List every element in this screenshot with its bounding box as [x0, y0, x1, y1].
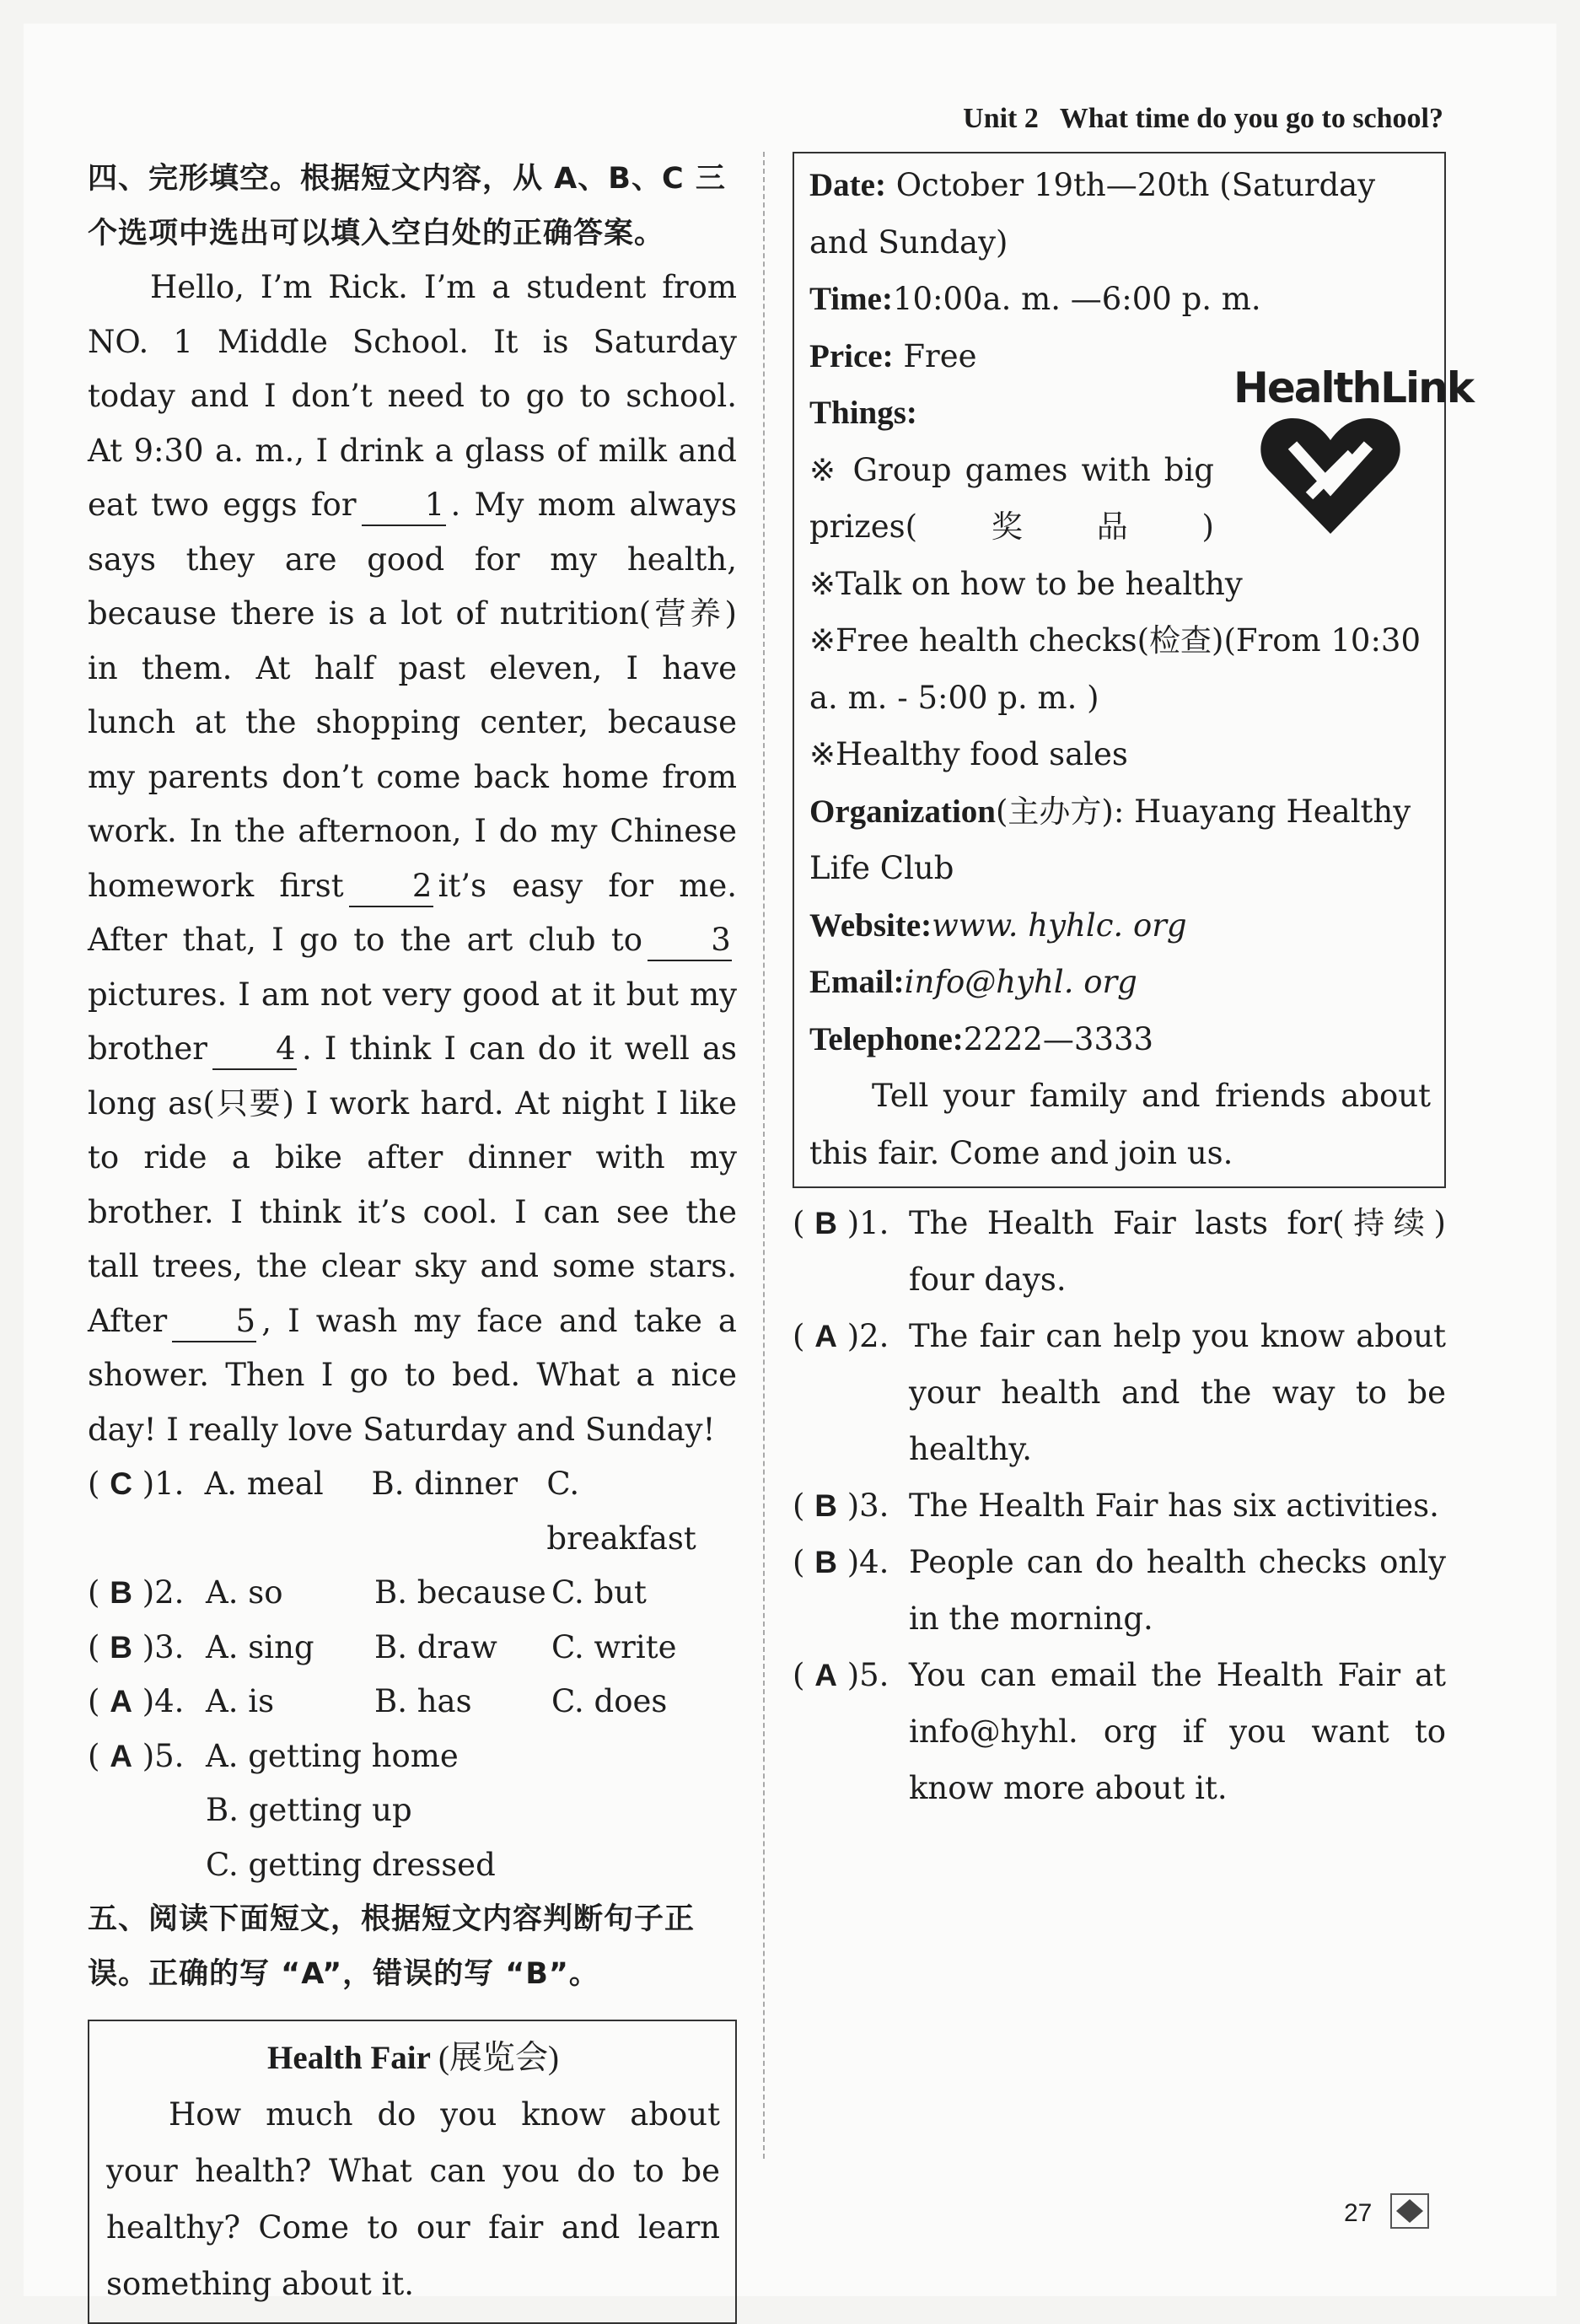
fair-things-label: Things:: [809, 395, 917, 431]
option-c: C. getting dressed: [206, 1846, 496, 1883]
question-text: The fair can help you know about your health and the way to be healthy.: [909, 1318, 1446, 1467]
passage-text: pictures. I am not very good at it but my brother: [88, 976, 737, 1067]
fair-price: Price: Free: [809, 337, 977, 374]
answer-slot: ( A )5.: [88, 1737, 185, 1774]
option-a: A. meal: [204, 1466, 324, 1502]
fair-closing: Tell your family and friends about this fair. Come and join us.: [809, 1078, 1431, 1171]
left-column: [88, 152, 737, 2324]
fair-info-box: [793, 152, 1473, 1188]
running-header: [938, 103, 1443, 135]
option-c: C. breakfast: [546, 1466, 696, 1557]
option-row: [88, 1675, 737, 1730]
question-text: You can email the Health Fair at info@hyhl. org if you want to know more about it.: [909, 1657, 1446, 1806]
blank-2: 2: [349, 867, 433, 907]
option-row-5: [88, 1730, 737, 1893]
question-text: The Health Fair has six activities.: [909, 1487, 1439, 1524]
answer-slot: ( B )3.: [88, 1628, 185, 1665]
option-a: A. so: [206, 1574, 283, 1611]
option-c: C. but: [551, 1574, 647, 1611]
thing-item-1: ※ Group games with big prizes(奖品): [809, 451, 1214, 545]
thing-item-3: ※Free health checks(检查)(From 10:30 a. m. - 5:00 p. m. ): [809, 622, 1421, 716]
passage-text: it’s easy for me. After that, I go to the art club to: [88, 867, 738, 958]
unit-title: What time do you go to school?: [1059, 103, 1443, 134]
answer-slot: ( A )2.: [793, 1318, 889, 1354]
blank-3: 3: [648, 921, 732, 961]
right-column: [793, 152, 1473, 1816]
question-row: [793, 1647, 1446, 1816]
option-a: A. sing: [206, 1628, 314, 1665]
fair-date: Date: October 19th—20th (Saturday and Sunday): [809, 167, 1376, 261]
answer-slot: ( B )1.: [793, 1205, 889, 1241]
diamond-icon: [1389, 2192, 1430, 2230]
thing-item-2: ※Talk on how to be healthy: [809, 565, 1243, 602]
true-false-questions: [793, 1195, 1446, 1816]
answer-slot: ( B )4.: [793, 1544, 889, 1580]
answer-slot: ( C )1.: [88, 1466, 185, 1502]
answer-slot: ( A )4.: [88, 1683, 185, 1719]
answer-slot: ( A )5.: [793, 1657, 889, 1693]
heart-icon: [1259, 412, 1402, 538]
health-fair-intro: How much do you know about your health? What can you do to be healthy? Come to our fair and learn something about it.: [106, 2096, 720, 2302]
passage-text: . I think I can do it well as long as(只要) I work hard. At night I like to ride a bike after dinner with my brother. I think it’s cool. I can see the tall trees, the clear sky and some stars. After: [88, 1030, 737, 1339]
option-c: C. does: [551, 1683, 668, 1719]
fair-time: Time:10:00a. m. —6:00 p. m.: [809, 281, 1261, 317]
option-b: B. because: [374, 1574, 546, 1611]
question-row: [793, 1308, 1446, 1477]
option-row: [88, 1566, 737, 1621]
fair-email: Email:info@hyhl. org: [809, 964, 1137, 1000]
option-a: A. is: [206, 1683, 275, 1719]
blank-1: 1: [362, 486, 446, 526]
option-b: B. dinner: [371, 1466, 519, 1502]
option-b: B. draw: [374, 1628, 497, 1665]
page-number: 27: [1344, 2199, 1373, 2227]
option-a: A. getting home: [206, 1737, 459, 1774]
health-fair-intro-box: [88, 2020, 737, 2324]
answer-slot: ( B )2.: [88, 1574, 185, 1611]
blank-5: 5: [172, 1302, 256, 1342]
question-row: [793, 1195, 1446, 1308]
section-4-title: 四、完形填空。根据短文内容，从 A、B、C 三个选项中选出可以填入空白处的正确答案。: [88, 162, 726, 250]
cloze-passage: [88, 261, 737, 1457]
passage-text: . My mom always says they are good for my health, because there is a lot of nutrition(营养) in them. At half past eleven, I have lunch at the shopping center, because my parents don’t come back home from work. In the afternoon, I do my Chinese homework first: [88, 487, 737, 904]
option-c: C. write: [551, 1628, 677, 1665]
cloze-options: [88, 1457, 737, 1730]
section-5-title: 五、阅读下面短文，根据短文内容判断句子正误。正确的写 “A”，错误的写 “B”。: [88, 1902, 696, 1991]
fair-telephone: Telephone:2222—3333: [809, 1020, 1154, 1057]
passage-text: Hello, I’m Rick. I’m a student from NO. 1 Middle School. It is Saturday today and I don’t need to go to school. At 9:30 a. m., I drink a glass of milk and eat two eggs for: [88, 269, 737, 523]
question-row: [793, 1534, 1446, 1647]
question-text: The Health Fair lasts for(持续) four days.: [909, 1205, 1446, 1298]
option-b: B. has: [374, 1683, 472, 1719]
question-row: [793, 1477, 1446, 1534]
health-fair-title: Health Fair (展览会): [267, 2040, 559, 2076]
column-divider: [763, 152, 765, 2159]
thing-item-4: ※Healthy food sales: [809, 736, 1128, 772]
option-row: [88, 1621, 737, 1676]
healthlink-logo: [1233, 363, 1473, 541]
passage-text: , I wash my face and take a shower. Then I go to bed. What a nice day! I really love Saturday and Sunday!: [88, 1302, 737, 1448]
option-row: [88, 1457, 737, 1566]
question-text: People can do health checks only in the morning.: [909, 1544, 1446, 1637]
answer-slot: ( B )3.: [793, 1487, 889, 1524]
blank-4: 4: [212, 1030, 297, 1070]
logo-text: HealthLink: [1233, 363, 1473, 412]
fair-organization: Organization(主办方): Huayang Healthy Life Club: [809, 793, 1411, 886]
option-b: B. getting up: [206, 1792, 412, 1828]
fair-website: Website:www. hyhlc. org: [809, 906, 1187, 944]
unit-label: Unit 2: [963, 103, 1039, 134]
